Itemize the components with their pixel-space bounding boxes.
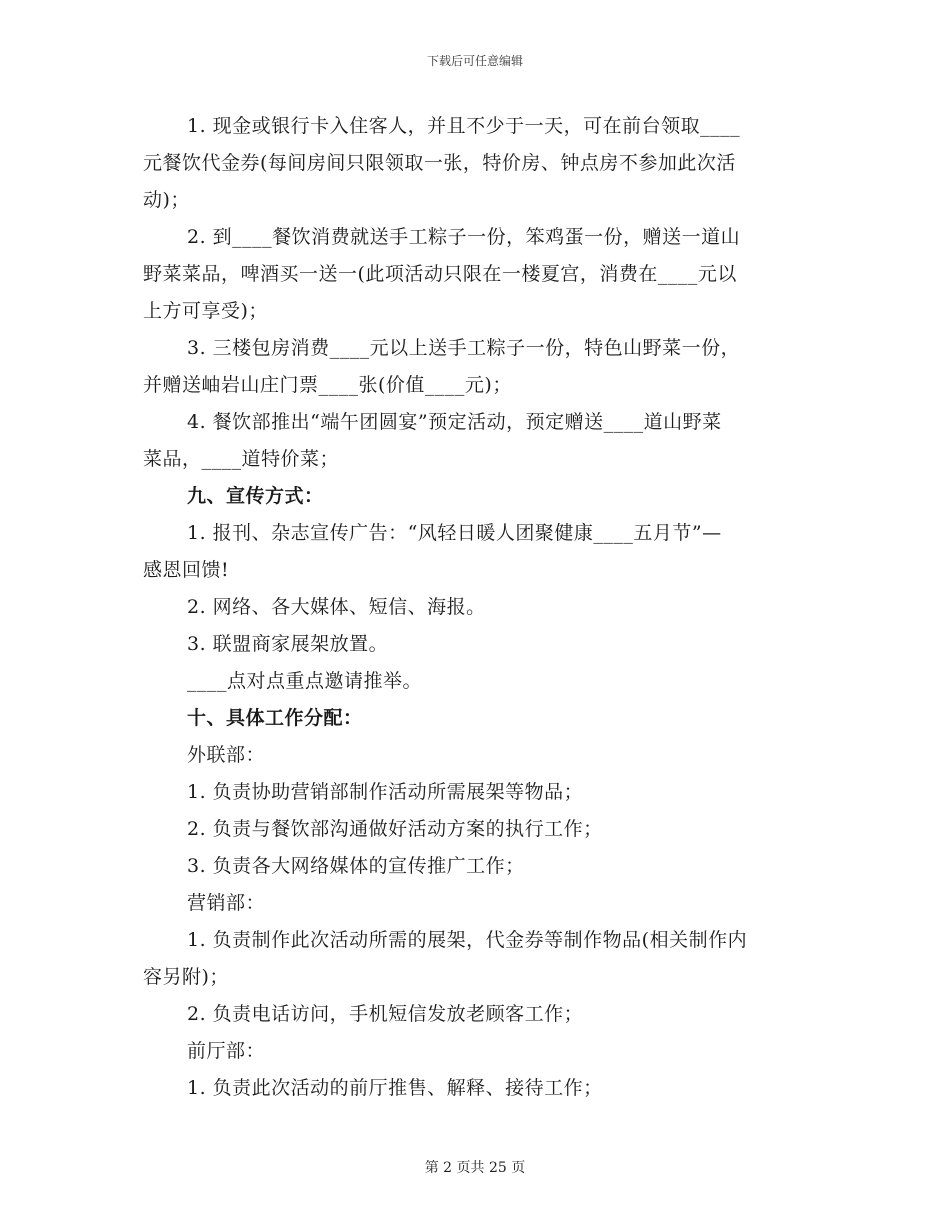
text-line: 3. 负责各大网络媒体的宣传推广工作； — [187, 855, 525, 877]
text-line: 感恩回馈! — [143, 559, 230, 581]
text-line: 2. 网络、各大媒体、短信、海报。 — [187, 596, 486, 618]
text-line: 2. 负责电话访问，手机短信发放老顾客工作； — [187, 1003, 584, 1025]
text-line: 并赠送岫岩山庄门票____张(价值____元)； — [143, 374, 512, 396]
text-line: 菜品，____道特价菜； — [143, 448, 340, 470]
text-line: ____点对点重点邀请推举。 — [187, 670, 423, 692]
text-line: 1. 负责协助营销部制作活动所需展架等物品； — [187, 781, 584, 803]
text-line: 容另附)； — [143, 966, 229, 988]
text-line: 3. 三楼包房消费____元以上送手工粽子一份，特色山野菜一份， — [187, 337, 741, 359]
text-line: 上方可享受)； — [143, 300, 268, 322]
document-body — [143, 108, 808, 1107]
section-heading: 十、具体工作分配： — [187, 707, 363, 729]
text-line: 1. 报刊、杂志宣传广告：“风轻日暖人团聚健康____五月节”— — [187, 522, 722, 544]
text-line: 1. 负责制作此次活动所需的展架，代金券等制作物品(相关制作内 — [187, 929, 748, 951]
text-line: 动)； — [143, 189, 190, 211]
text-line: 前厅部： — [187, 1040, 266, 1062]
page-header: 下载后可任意编辑 — [426, 54, 523, 68]
text-line: 营销部： — [187, 892, 266, 914]
section-heading: 九、宣传方式： — [187, 485, 324, 507]
text-line: 2. 到____餐饮消费就送手工粽子一份，笨鸡蛋一份，赠送一道山 — [187, 226, 741, 248]
text-line: 2. 负责与餐饮部沟通做好活动方案的执行工作； — [187, 818, 603, 840]
text-line: 1. 负责此次活动的前厅推售、解释、接待工作； — [187, 1077, 603, 1099]
text-line: 外联部： — [187, 744, 266, 766]
text-line: 4. 餐饮部推出“端午团圆宴”预定活动，预定赠送____道山野菜 — [187, 411, 722, 433]
text-line: 3. 联盟商家展架放置。 — [187, 633, 389, 655]
text-line: 1. 现金或银行卡入住客人，并且不少于一天，可在前台领取____ — [187, 115, 741, 137]
text-line: 野菜菜品，啤酒买一送一(此项活动只限在一楼夏宫，消费在____元以 — [143, 263, 737, 285]
page-number: 第 2 页共 25 页 — [424, 1160, 526, 1176]
text-line: 元餐饮代金券(每间房间只限领取一张，特价房、钟点房不参加此次活 — [143, 152, 736, 174]
